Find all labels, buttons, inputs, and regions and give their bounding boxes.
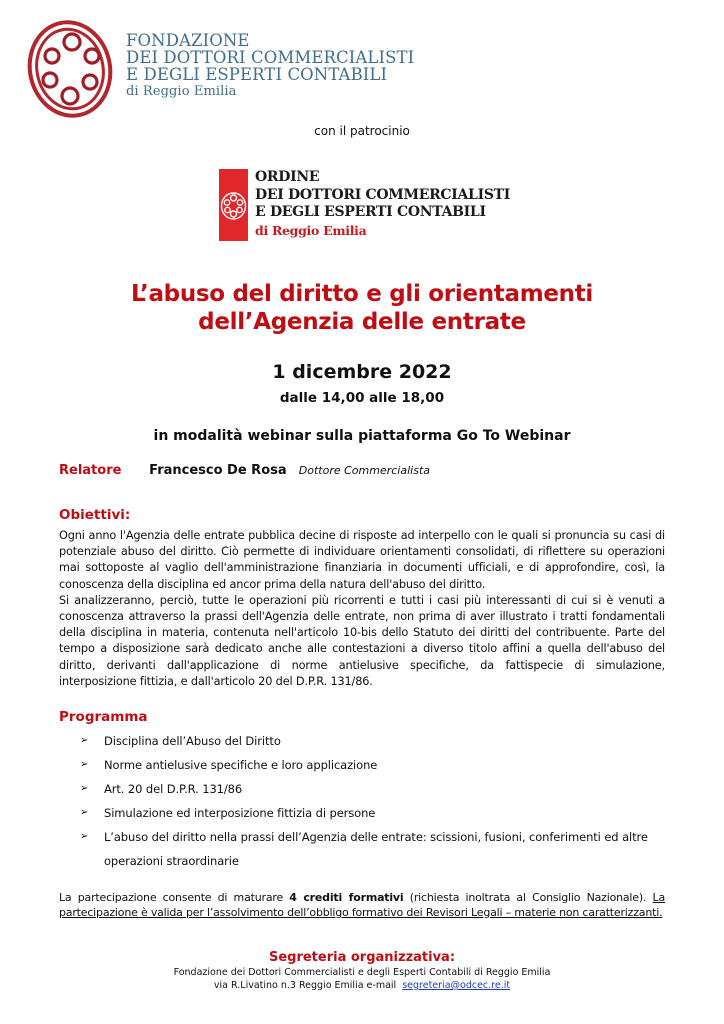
fondazione-name-line: E DEGLI ESPERTI CONTABILI — [126, 65, 388, 84]
objectives-paragraph: Si analizzeranno, perciò, tutte le operazioni più ricorrenti e tutti i casi più interessanti di cui si è venuti a conoscenza attraverso la prassi dell'Agenzia delle entrate, non prima di aver illustrato i tratti fondamentali della disciplina in materia, contenuta nell'articolo 10-bis dello Statuto dei diritti del contribuente. Parte del tempo a disposizione sarà dedicato anche alle contestazioni a diverso titolo affini a quella dell'abuso del diritto, derivanti dall'applicazione di norme antielusive specifiche, da fattispecie di simulazione, interposizione fittizia, e dall'articolo 20 del D.P.R. 131/86. — [59, 593, 665, 688]
speaker-name: Francesco De Rosa — [149, 463, 287, 478]
secretariat-heading: Segreteria organizzativa: — [268, 950, 456, 965]
event-title-line: L’abuso del diritto e gli orientamenti — [130, 281, 594, 307]
speaker-label: Relatore — [59, 463, 122, 478]
credits-highlight: 4 crediti formativi — [289, 891, 404, 904]
secretariat-address-text: via R.Livatino n.3 Reggio Emilia e-mail — [213, 980, 397, 991]
event-title-line: dell’Agenzia delle entrate — [198, 309, 526, 335]
objectives-paragraph: Ogni anno l'Agenzia delle entrate pubblica decine di risposte ad interpello con le quali si pronuncia su casi di potenziale abuso del diritto. Ciò permette di individuare orientamenti consolidati, di riflettere su operazioni mai sottoposte al vaglio dell'amministrazione finanziaria in documenti ufficiali, e di approfondire, così, la conoscenza della disciplina ed ancor prima della natura dell'abuso del diritto. — [59, 529, 665, 591]
program-list — [80, 729, 670, 873]
program-item-text: L’abuso del diritto nella prassi dell’Agenzia delle entrate: scissioni, fusioni, conferimenti ed altre operazioni straordinarie — [104, 830, 648, 868]
program-item — [80, 801, 670, 825]
secretariat-org: Fondazione dei Dottori Commercialisti e degli Esperti Contabili di Reggio Emilia — [173, 967, 551, 978]
secretariat-email-link[interactable]: segreteria@odcec.re.it — [402, 980, 511, 991]
event-hours: dalle 14,00 alle 18,00 — [279, 390, 445, 406]
program-item — [80, 753, 670, 777]
ordine-name-line: ORDINE — [255, 169, 320, 185]
speaker-row — [59, 463, 430, 478]
program-heading: Programma — [59, 709, 148, 725]
ordine-name — [255, 169, 510, 239]
event-title — [0, 280, 724, 336]
event-date: 1 dicembre 2022 — [272, 361, 452, 383]
program-item-text: Simulazione ed interposizione fittizia di persone — [104, 806, 376, 820]
arrowhead-bullet-icon: ➢ — [80, 783, 89, 794]
credits-text: (richiesta inoltrata al Consiglio Nazionale). — [403, 891, 653, 904]
program-item-text: Norme antielusive specifiche e loro applicazione — [104, 758, 378, 772]
patronage-label: con il patrocinio — [314, 124, 410, 138]
program-item-text: Disciplina dell’Abuso del Diritto — [104, 734, 281, 748]
ordine-logo — [219, 169, 519, 241]
credits-text: La partecipazione consente di maturare — [59, 891, 290, 904]
arrowhead-bullet-icon: ➢ — [80, 735, 89, 746]
arrowhead-bullet-icon: ➢ — [80, 807, 89, 818]
credits-note — [59, 890, 665, 920]
event-mode: in modalità webinar sulla piattaforma Go To Webinar — [153, 428, 571, 444]
arrowhead-bullet-icon: ➢ — [80, 759, 89, 770]
program-item-text: Art. 20 del D.P.R. 131/86 — [104, 782, 243, 796]
speaker-role: Dottore Commercialista — [298, 464, 430, 477]
secretariat-address — [0, 979, 724, 992]
interlaced-knot-emblem-icon — [24, 18, 116, 120]
ordine-name-line: di Reggio Emilia — [255, 222, 367, 238]
ordine-name-line: DEI DOTTORI COMMERCIALISTI — [255, 186, 511, 203]
program-item — [80, 825, 670, 873]
ordine-red-knot-emblem-icon — [219, 169, 248, 241]
program-item — [80, 777, 670, 801]
arrowhead-bullet-icon: ➢ — [80, 831, 89, 842]
footer-secretariat — [0, 950, 724, 992]
fondazione-logo — [24, 18, 415, 118]
fondazione-name-line: di Reggio Emilia — [126, 84, 237, 99]
program-item — [80, 729, 670, 753]
objectives-body — [59, 528, 665, 690]
credits-underlined-note: La partecipazione è valida per l’assolvimento dell’obbligo formativo dei Revisori Legali – materie non caratterizzanti. — [59, 891, 665, 919]
objectives-heading: Obiettivi: — [59, 507, 131, 523]
ordine-name-line: E DEGLI ESPERTI CONTABILI — [255, 204, 486, 220]
fondazione-name — [126, 32, 414, 100]
fondazione-name-line: FONDAZIONE — [126, 31, 250, 50]
fondazione-name-line: DEI DOTTORI COMMERCIALISTI — [126, 48, 415, 67]
